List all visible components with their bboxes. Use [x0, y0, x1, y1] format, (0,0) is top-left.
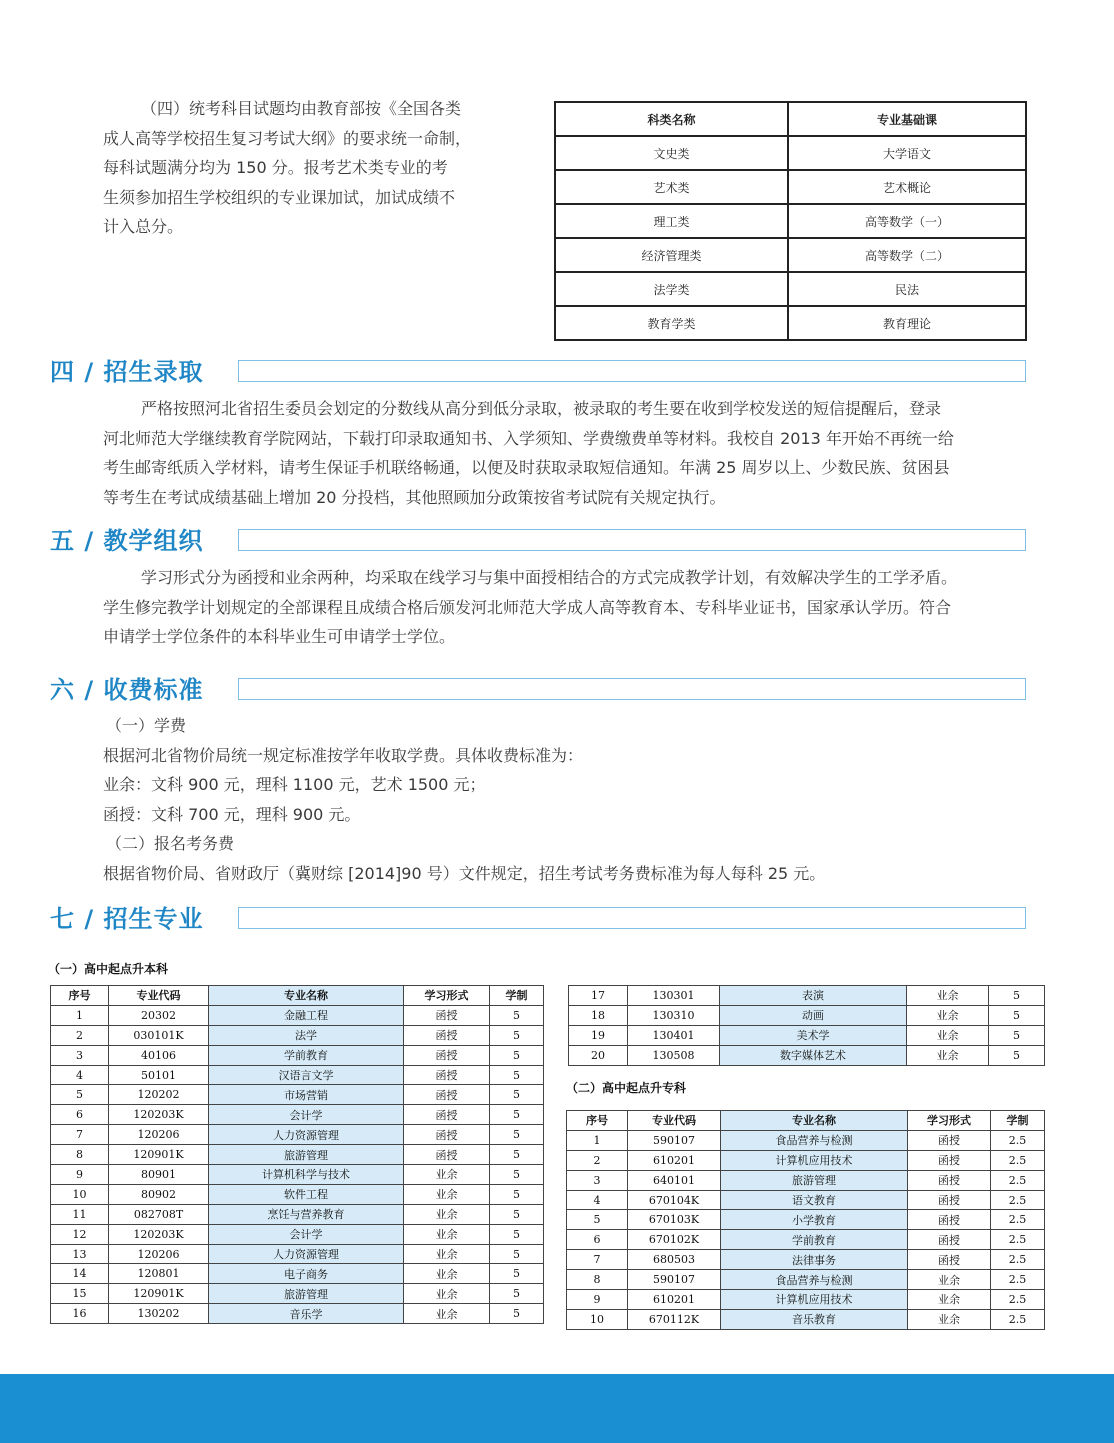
cell-study-mode: 业余: [404, 1165, 490, 1185]
intro-line: （四）统考科目试题均由教育部按《全国各类: [141, 99, 462, 118]
subject-table: [554, 101, 1027, 341]
cell-index: 1: [51, 1005, 109, 1025]
cell-study-mode: 函授: [404, 1065, 490, 1085]
cell-code: 670104K: [628, 1190, 721, 1210]
cell-index: 1: [567, 1130, 628, 1150]
table-header-row: [51, 986, 544, 1006]
cell-code: 120206: [109, 1125, 209, 1145]
section-title-bar: [238, 360, 1026, 382]
table-row: [569, 1025, 1045, 1045]
cell-index: 2: [567, 1150, 628, 1170]
fees-line: 函授：文科 700 元，理科 900 元。: [103, 804, 361, 824]
cell-major-name: 计算机科学与技术: [209, 1165, 404, 1185]
fees-line: 根据省物价局、省财政厅（冀财综 [2014]90 号）文件规定，招生考试考务费标准为每人每科 25 元。: [103, 863, 826, 883]
cell-index: 16: [51, 1304, 109, 1324]
cell-duration: 5: [490, 1184, 544, 1204]
cell-study-mode: 业余: [404, 1244, 490, 1264]
cell-code: 590107: [628, 1270, 721, 1290]
cell-study-mode: 业余: [907, 1025, 989, 1045]
table-row: [567, 1230, 1045, 1250]
cell-major-name: 法学: [209, 1025, 404, 1045]
table-row: [567, 1290, 1045, 1310]
cell-major-name: 表演: [720, 986, 907, 1006]
cell-study-mode: 业余: [908, 1270, 991, 1290]
cell-duration: 2.5: [991, 1150, 1045, 1170]
table-row: [567, 1309, 1045, 1329]
table-row: [51, 1005, 544, 1025]
cell-study-mode: 函授: [404, 1145, 490, 1165]
fees-line: 业余：文科 900 元，理科 1100 元，艺术 1500 元；: [103, 775, 486, 794]
cell-index: 9: [567, 1290, 628, 1310]
cell-major-name: 旅游管理: [209, 1284, 404, 1304]
cell-index: 13: [51, 1244, 109, 1264]
cell-code: 670103K: [628, 1210, 721, 1230]
cell-duration: 5: [490, 1224, 544, 1244]
cell-duration: 5: [490, 1304, 544, 1324]
table-row: [567, 1210, 1045, 1230]
cell-study-mode: 业余: [404, 1284, 490, 1304]
table-row: [567, 1190, 1045, 1210]
cell-major-name: 音乐学: [209, 1304, 404, 1324]
cell-index: 9: [51, 1165, 109, 1185]
header-base-course: 专业基础课: [788, 102, 1026, 136]
cell-study-mode: 函授: [908, 1130, 991, 1150]
cell-index: 18: [569, 1005, 628, 1025]
section-title-admission: 四 / 招生录取: [50, 358, 204, 386]
bachelor-table-body: [51, 1005, 544, 1323]
teaching-line: 申请学士学位条件的本科毕业生可申请学士学位。: [103, 627, 456, 646]
cell-code: 640101: [628, 1170, 721, 1190]
header-code: 专业代码: [628, 1111, 721, 1131]
cell-index: 8: [567, 1270, 628, 1290]
table-cell: 法学类: [555, 272, 788, 306]
admission-line: 等考生在考试成绩基础上增加 20 分投档，其他照顾加分政策按省考试院有关规定执行。: [103, 487, 726, 507]
cell-index: 4: [567, 1190, 628, 1210]
table-row: [567, 1250, 1045, 1270]
table-row: [555, 204, 1026, 238]
cell-index: 7: [567, 1250, 628, 1270]
cell-study-mode: 业余: [907, 1005, 989, 1025]
cell-major-name: 电子商务: [209, 1264, 404, 1284]
cell-duration: 5: [490, 1165, 544, 1185]
cell-study-mode: 函授: [908, 1190, 991, 1210]
table-row: [51, 1184, 544, 1204]
cell-study-mode: 函授: [404, 1085, 490, 1105]
cell-duration: 2.5: [991, 1309, 1045, 1329]
cell-major-name: 数字媒体艺术: [720, 1045, 907, 1065]
cell-code: 590107: [628, 1130, 721, 1150]
subject-table-header: [555, 102, 1026, 136]
cell-code: 120203K: [109, 1105, 209, 1125]
cell-major-name: 小学教育: [721, 1210, 908, 1230]
cell-code: 670112K: [628, 1309, 721, 1329]
cell-code: 80902: [109, 1184, 209, 1204]
cell-study-mode: 业余: [404, 1304, 490, 1324]
fees-line: （一）学费: [106, 716, 187, 735]
table-cell: 教育理论: [788, 306, 1026, 340]
cell-study-mode: 业余: [908, 1290, 991, 1310]
table-cell: 经济管理类: [555, 238, 788, 272]
cell-study-mode: 函授: [908, 1250, 991, 1270]
teaching-paragraph: [103, 563, 1033, 652]
cell-duration: 5: [989, 1025, 1045, 1045]
section-title-majors: 七 / 招生专业: [50, 905, 204, 933]
cell-code: 130301: [628, 986, 720, 1006]
cell-code: 50101: [109, 1065, 209, 1085]
table-cell: 教育学类: [555, 306, 788, 340]
bachelor-majors-table: [50, 985, 544, 1324]
fees-line: 根据河北省物价局统一规定标准按学年收取学费。具体收费标准为：: [103, 745, 584, 765]
cell-major-name: 法律事务: [721, 1250, 908, 1270]
table-cell: 理工类: [555, 204, 788, 238]
section-title-bar: [238, 907, 1026, 929]
header-index: 序号: [567, 1111, 628, 1131]
table-cell: 高等数学（一）: [788, 204, 1026, 238]
cell-major-name: 旅游管理: [209, 1145, 404, 1165]
cell-duration: 5: [490, 1125, 544, 1145]
bachelor-majors-table-continued: [568, 985, 1045, 1066]
table-row: [51, 1165, 544, 1185]
table-row: [51, 1105, 544, 1125]
cell-index: 20: [569, 1045, 628, 1065]
cell-major-name: 动画: [720, 1005, 907, 1025]
cell-major-name: 市场营销: [209, 1085, 404, 1105]
cell-index: 10: [567, 1309, 628, 1329]
cell-code: 670102K: [628, 1230, 721, 1250]
cell-code: 030101K: [109, 1025, 209, 1045]
header-study-mode: 学习形式: [908, 1111, 991, 1131]
teaching-line: 学习形式分为函授和业余两种，均采取在线学习与集中面授相结合的方式完成教学计划，有效解决学生的工学矛盾。: [141, 568, 958, 587]
intro-paragraph: [103, 94, 503, 242]
cell-code: 120202: [109, 1085, 209, 1105]
cell-major-name: 人力资源管理: [209, 1125, 404, 1145]
cell-index: 15: [51, 1284, 109, 1304]
footer-bar: [0, 1374, 1114, 1443]
table-row: [51, 1264, 544, 1284]
cell-index: 4: [51, 1065, 109, 1085]
cell-study-mode: 业余: [907, 986, 989, 1006]
bachelor-table-caption: （一）高中起点升本科: [48, 962, 169, 976]
cell-duration: 5: [490, 1085, 544, 1105]
cell-major-name: 烹饪与营养教育: [209, 1204, 404, 1224]
cell-code: 120901K: [109, 1145, 209, 1165]
admission-line: 严格按照河北省招生委员会划定的分数线从高分到低分录取，被录取的考生要在收到学校发送的短信提醒后，登录: [141, 399, 942, 418]
admission-line: 考生邮寄纸质入学材料，请考生保证手机联络畅通，以便及时获取录取短信通知。年满 25 周岁以上、少数民族、贫困县: [103, 458, 950, 477]
cell-study-mode: 业余: [404, 1184, 490, 1204]
cell-duration: 2.5: [991, 1290, 1045, 1310]
table-row: [555, 238, 1026, 272]
table-row: [555, 272, 1026, 306]
cell-index: 5: [51, 1085, 109, 1105]
cell-major-name: 旅游管理: [721, 1170, 908, 1190]
cell-code: 120801: [109, 1264, 209, 1284]
table-row: [567, 1170, 1045, 1190]
cell-major-name: 软件工程: [209, 1184, 404, 1204]
cell-index: 5: [567, 1210, 628, 1230]
cell-index: 7: [51, 1125, 109, 1145]
cell-duration: 5: [490, 1005, 544, 1025]
table-row: [51, 1065, 544, 1085]
cell-code: 130401: [628, 1025, 720, 1045]
cell-study-mode: 函授: [908, 1210, 991, 1230]
intro-line: 生须参加招生学校组织的专业课加试，加试成绩不: [103, 187, 456, 207]
cell-duration: 5: [490, 1284, 544, 1304]
table-row: [51, 1045, 544, 1065]
cell-major-name: 计算机应用技术: [721, 1290, 908, 1310]
cell-study-mode: 函授: [908, 1150, 991, 1170]
header-major-name: 专业名称: [721, 1111, 908, 1131]
cell-duration: 5: [490, 1105, 544, 1125]
cell-study-mode: 函授: [404, 1025, 490, 1045]
header-index: 序号: [51, 986, 109, 1006]
cell-major-name: 金融工程: [209, 1005, 404, 1025]
cell-duration: 5: [490, 1065, 544, 1085]
cell-code: 610201: [628, 1290, 721, 1310]
cell-index: 11: [51, 1204, 109, 1224]
cell-code: 120901K: [109, 1284, 209, 1304]
cell-major-name: 食品营养与检测: [721, 1130, 908, 1150]
cell-index: 17: [569, 986, 628, 1006]
cell-code: 680503: [628, 1250, 721, 1270]
cell-index: 3: [567, 1170, 628, 1190]
cell-major-name: 语文教育: [721, 1190, 908, 1210]
cell-duration: 2.5: [991, 1250, 1045, 1270]
cell-major-name: 音乐教育: [721, 1309, 908, 1329]
cell-major-name: 会计学: [209, 1224, 404, 1244]
section-title-bar: [238, 678, 1026, 700]
cell-study-mode: 业余: [404, 1264, 490, 1284]
table-row: [567, 1150, 1045, 1170]
cell-major-name: 会计学: [209, 1105, 404, 1125]
cell-duration: 5: [490, 1244, 544, 1264]
cell-code: 120203K: [109, 1224, 209, 1244]
table-row: [51, 1204, 544, 1224]
table-row: [569, 1045, 1045, 1065]
cell-duration: 5: [989, 1005, 1045, 1025]
cell-study-mode: 业余: [908, 1309, 991, 1329]
intro-line: 成人高等学校招生复习考试大纲》的要求统一命制，: [103, 128, 472, 148]
table-row: [555, 136, 1026, 170]
cell-study-mode: 业余: [404, 1204, 490, 1224]
intro-line: 计入总分。: [103, 217, 184, 236]
header-duration: 学制: [490, 986, 544, 1006]
cell-study-mode: 函授: [404, 1105, 490, 1125]
table-row: [51, 1304, 544, 1324]
cell-duration: 2.5: [991, 1190, 1045, 1210]
junior-majors-table: [566, 1110, 1045, 1330]
cell-major-name: 计算机应用技术: [721, 1150, 908, 1170]
table-cell: 文史类: [555, 136, 788, 170]
cell-code: 40106: [109, 1045, 209, 1065]
cell-code: 130310: [628, 1005, 720, 1025]
cell-major-name: 学前教育: [721, 1230, 908, 1250]
table-row: [569, 1005, 1045, 1025]
cell-index: 12: [51, 1224, 109, 1244]
cell-code: 120206: [109, 1244, 209, 1264]
table-row: [51, 1244, 544, 1264]
table-row: [51, 1025, 544, 1045]
bachelor-continued-body: [569, 986, 1045, 1066]
admission-paragraph: [103, 394, 1033, 512]
cell-major-name: 人力资源管理: [209, 1244, 404, 1264]
cell-duration: 5: [490, 1145, 544, 1165]
cell-index: 3: [51, 1045, 109, 1065]
cell-study-mode: 函授: [908, 1230, 991, 1250]
cell-major-name: 食品营养与检测: [721, 1270, 908, 1290]
table-cell: 艺术类: [555, 170, 788, 204]
cell-study-mode: 业余: [404, 1224, 490, 1244]
cell-study-mode: 函授: [404, 1005, 490, 1025]
cell-major-name: 美术学: [720, 1025, 907, 1045]
cell-code: 130202: [109, 1304, 209, 1324]
cell-code: 610201: [628, 1150, 721, 1170]
table-row: [567, 1130, 1045, 1150]
cell-duration: 5: [989, 986, 1045, 1006]
cell-duration: 2.5: [991, 1130, 1045, 1150]
cell-duration: 2.5: [991, 1270, 1045, 1290]
cell-study-mode: 函授: [404, 1045, 490, 1065]
intro-line: 每科试题满分均为 150 分。报考艺术类专业的考: [103, 158, 448, 177]
cell-duration: 5: [490, 1204, 544, 1224]
cell-duration: 2.5: [991, 1170, 1045, 1190]
cell-index: 2: [51, 1025, 109, 1045]
cell-major-name: 汉语言文学: [209, 1065, 404, 1085]
cell-duration: 2.5: [991, 1230, 1045, 1250]
cell-duration: 2.5: [991, 1210, 1045, 1230]
cell-index: 6: [567, 1230, 628, 1250]
table-cell: 艺术概论: [788, 170, 1026, 204]
header-major-name: 专业名称: [209, 986, 404, 1006]
admission-line: 河北师范大学继续教育学院网站，下载打印录取通知书、入学须知、学费缴费单等材料。我校自 2013 年开始不再统一给: [103, 428, 954, 448]
cell-duration: 5: [490, 1045, 544, 1065]
table-row: [555, 306, 1026, 340]
table-row: [51, 1125, 544, 1145]
junior-table-caption: （二）高中起点升专科: [566, 1081, 687, 1095]
cell-index: 6: [51, 1105, 109, 1125]
cell-major-name: 学前教育: [209, 1045, 404, 1065]
cell-code: 20302: [109, 1005, 209, 1025]
cell-study-mode: 业余: [907, 1045, 989, 1065]
cell-code: 082708T: [109, 1204, 209, 1224]
cell-duration: 5: [490, 1264, 544, 1284]
table-row: [567, 1270, 1045, 1290]
header-code: 专业代码: [109, 986, 209, 1006]
cell-study-mode: 函授: [908, 1170, 991, 1190]
cell-index: 19: [569, 1025, 628, 1045]
table-row: [51, 1085, 544, 1105]
table-cell: 民法: [788, 272, 1026, 306]
table-header-row: [567, 1111, 1045, 1131]
section-title-bar: [238, 529, 1026, 551]
cell-study-mode: 函授: [404, 1125, 490, 1145]
table-row: [569, 986, 1045, 1006]
cell-code: 130508: [628, 1045, 720, 1065]
header-subject-category: 科类名称: [555, 102, 788, 136]
section-title-fees: 六 / 收费标准: [50, 676, 204, 704]
section-title-teaching: 五 / 教学组织: [50, 527, 204, 555]
table-cell: 高等数学（二）: [788, 238, 1026, 272]
cell-index: 8: [51, 1145, 109, 1165]
teaching-line: 学生修完教学计划规定的全部课程且成绩合格后颁发河北师范大学成人高等教育本、专科毕业证书，国家承认学历。符合: [103, 597, 952, 617]
fees-line: （二）报名考务费: [106, 834, 235, 853]
header-duration: 学制: [991, 1111, 1045, 1131]
table-cell: 大学语文: [788, 136, 1026, 170]
table-row: [555, 170, 1026, 204]
table-row: [51, 1224, 544, 1244]
header-study-mode: 学习形式: [404, 986, 490, 1006]
cell-duration: 5: [989, 1045, 1045, 1065]
cell-duration: 5: [490, 1025, 544, 1045]
table-row: [51, 1145, 544, 1165]
cell-index: 14: [51, 1264, 109, 1284]
table-row: [51, 1284, 544, 1304]
cell-code: 80901: [109, 1165, 209, 1185]
fees-paragraph: [103, 711, 1033, 888]
cell-index: 10: [51, 1184, 109, 1204]
junior-table-body: [567, 1130, 1045, 1329]
